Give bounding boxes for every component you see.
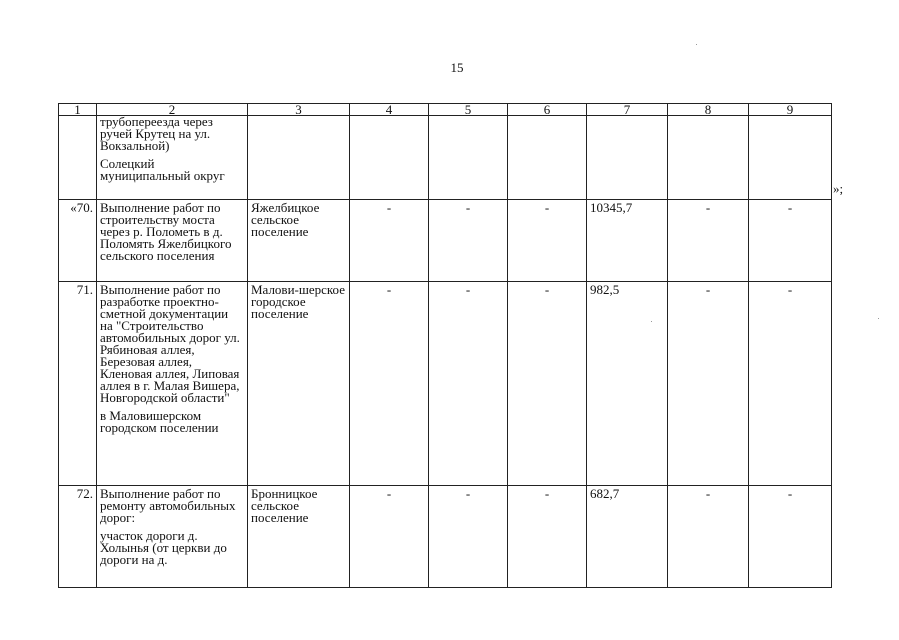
description-text: Солецкий муниципальный округ	[100, 156, 225, 183]
value-cell: -	[749, 486, 832, 588]
page-number: 15	[450, 60, 464, 75]
value-cell: -	[508, 200, 587, 282]
value-cell	[429, 116, 508, 200]
header-row	[59, 104, 832, 116]
description-cell	[97, 200, 248, 282]
description-text: участок дороги д. Холынья (от церкви до дороги на д.	[100, 528, 227, 567]
value-cell: -	[749, 282, 832, 486]
table-row	[59, 200, 832, 282]
value-cell: 982,5	[587, 282, 668, 486]
header-cell: 7	[587, 104, 668, 116]
place-cell: Бронницкое сельское поселение	[248, 486, 350, 588]
value-cell: 10345,7	[587, 200, 668, 282]
row-number-cell: 71.	[59, 282, 97, 486]
value-cell: -	[668, 486, 749, 588]
header-cell: 6	[508, 104, 587, 116]
header-cell: 1	[59, 104, 97, 116]
header-cell: 4	[350, 104, 429, 116]
value-cell	[749, 116, 832, 200]
value-cell: -	[749, 200, 832, 282]
value-cell: -	[668, 200, 749, 282]
value-cell	[587, 116, 668, 200]
description-text: в Маловишерском городском поселении	[100, 408, 219, 435]
row-number-cell: 72.	[59, 486, 97, 588]
row-number-cell	[59, 116, 97, 200]
value-cell	[668, 116, 749, 200]
value-cell: -	[350, 282, 429, 486]
value-cell: -	[350, 200, 429, 282]
header-cell: 9	[749, 104, 832, 116]
value-cell: -	[350, 486, 429, 588]
description-text: Выполнение работ по ремонту автомобильных дорог:	[100, 486, 236, 525]
place-cell	[248, 116, 350, 200]
place-cell: Яжелбицкое сельское поселение	[248, 200, 350, 282]
table-row-continuation	[59, 116, 832, 200]
description-cell	[97, 282, 248, 486]
value-cell: -	[508, 486, 587, 588]
description-text: Выполнение работ по разработке проектно-сметной документации на "Строительство автомобильных дорог ул. Рябиновая аллея, Березовая аллея, Кленовая аллея, Липовая аллея в г. Малая Вишера, Новгородской области"	[100, 282, 240, 405]
budget-table	[58, 103, 832, 588]
description-cell	[97, 486, 248, 588]
description-cell	[97, 116, 248, 200]
table-row	[59, 486, 832, 588]
place-cell: Малови-шерское городское поселение	[248, 282, 350, 486]
value-cell: -	[429, 486, 508, 588]
header-cell: 5	[429, 104, 508, 116]
row-number-cell: «70.	[59, 200, 97, 282]
value-cell: -	[668, 282, 749, 486]
scan-speck	[696, 44, 697, 45]
value-cell	[350, 116, 429, 200]
description-text: трубопереезда через ручей Крутец на ул. Вокзальной)	[100, 115, 213, 153]
header-cell: 2	[97, 104, 248, 116]
value-cell: -	[508, 282, 587, 486]
scan-speck	[878, 318, 879, 319]
header-cell: 3	[248, 104, 350, 116]
value-cell: -	[429, 282, 508, 486]
value-cell: 682,7	[587, 486, 668, 588]
value-cell	[508, 116, 587, 200]
description-text: Выполнение работ по строительству моста через р. Полометь в д. Поломять Яжелбицкого сельского поселения	[100, 200, 232, 263]
closing-quote-mark: »;	[833, 181, 844, 196]
scan-speck	[651, 321, 652, 322]
header-cell: 8	[668, 104, 749, 116]
value-cell: -	[429, 200, 508, 282]
table-row	[59, 282, 832, 486]
